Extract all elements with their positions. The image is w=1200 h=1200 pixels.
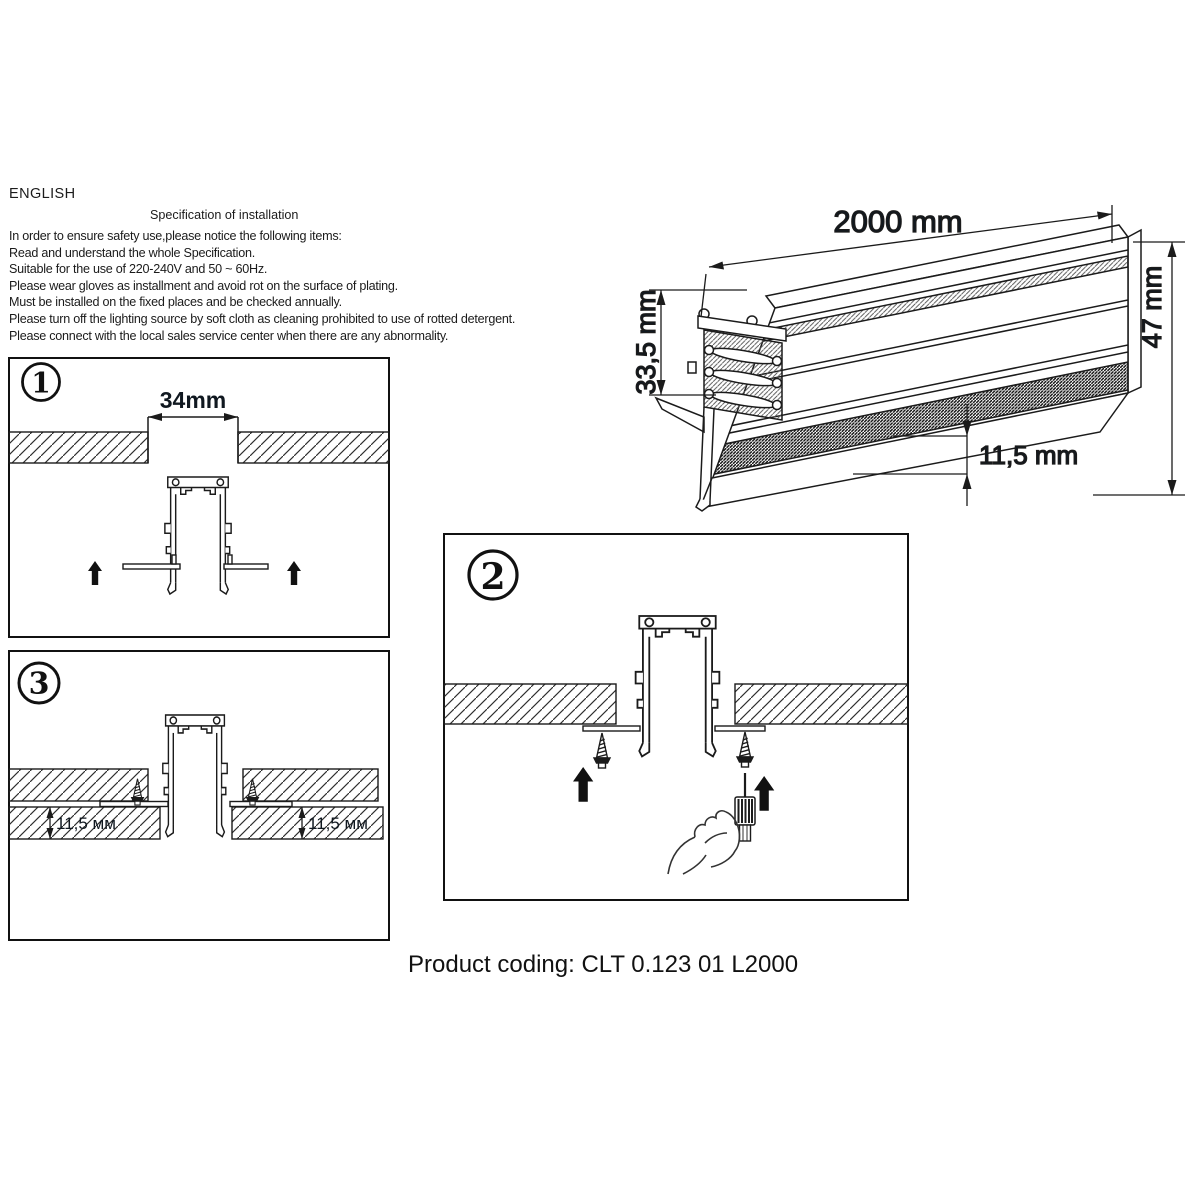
gap-dim-label: 34mm (159, 387, 227, 413)
track-height-dim-label: 33,5 mm (631, 289, 661, 395)
notice-line: Please turn off the lighting source by soft cloth as cleaning prohibited to use of rotted detergent. (9, 311, 516, 326)
notice-line: Read and understand the whole Specification. (9, 245, 255, 260)
step-2-badge (469, 551, 517, 599)
notice-line: Suitable for the use of 220-240V and 50 ~ 60Hz. (9, 262, 268, 277)
product-coding: Product coding: CLT 0.123 01 L2000 (408, 951, 799, 978)
step-3-panel (8, 650, 390, 941)
height-dim-label: 47 mm (1137, 265, 1167, 349)
notice-line: Must be installed on the fixed places and be checked annually. (9, 295, 342, 310)
step-3-badge (19, 663, 59, 703)
notice-line: Please connect with the local sales service center when there are any abnormality. (9, 328, 449, 343)
notice-line: In order to ensure safety use,please notice the following items: (9, 229, 342, 243)
step-1-panel (8, 357, 390, 638)
flange-dim-label: 11,5 mm (979, 440, 1079, 470)
flange-dim-label-left: 11,5 мм (56, 814, 116, 833)
track-isometric-drawing (596, 183, 1200, 530)
notice-line: Please wear gloves as installment and avoid rot on the surface of plating. (9, 278, 398, 293)
step-2-panel (443, 533, 909, 901)
length-dim-label: 2000 mm (833, 204, 963, 239)
step-1-number: 1 (31, 366, 51, 400)
flange-dim-label-right: 11,5 мм (308, 814, 368, 833)
step-3-number: 3 (28, 666, 50, 702)
step-2-number: 2 (480, 556, 506, 598)
spec-title: Specification of installation (150, 208, 299, 222)
language-label: ENGLISH (9, 186, 76, 202)
step-1-badge (23, 364, 60, 401)
safety-notice-list (9, 228, 609, 344)
